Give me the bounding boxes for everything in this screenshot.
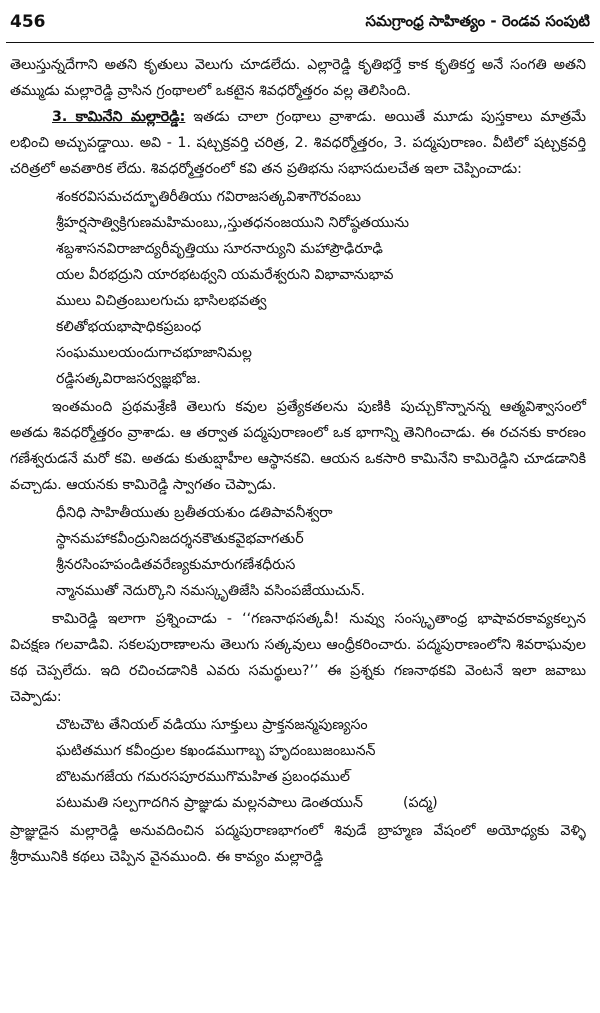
paragraph-text: ఇతడు చాలా గ్రంథాలు వ్రాశాడు. అయితే మూడు పుస్తకాలు మాత్రమే లభించి అచ్చుపడ్డాయి. అవి - 1. షట్చక్రవర్తి చరిత్ర, 2. శివధర్మోత్తరం, 3. పద్మపురాణం. వీటిలో షట్చక్రవర్తి చరిత్రలో అవతారిక లేదు. శివధర్మోత్తరంలో కవి తన ప్రతిభను సభాసదులచేత ఇలా చెప్పించాడు: <box>10 109 586 177</box>
verse-block <box>56 500 586 604</box>
verse-line: చొటచౌట తేనియల్ వడియు సూక్తులు ప్రాక్తనజన్మపుణ్యసం <box>56 717 368 733</box>
source-tag: (పద్మ) <box>402 795 438 811</box>
verse-line: యల వీరభద్రుని యారభటథ్వని యమరేశ్వరుని విభావానుభావ <box>56 267 394 283</box>
verse-line <box>56 790 586 816</box>
verse-line: శ్రీహర్షసాత్విక్రిగుణమహిమంబు,,స్తుతధనంజయుని నిరోష్ఠతయును <box>56 215 409 231</box>
paragraph <box>10 104 586 182</box>
verse-line: శంకరవిసమచద్భూతిరీతియు గవిరాజసత్కవిశాగౌరవంబు <box>56 189 361 205</box>
section-label: 3. కామినేని మల్లారెడ్డి: <box>52 109 186 125</box>
paragraph: ప్రాజ్ఞుడైన మల్లారెడ్డి అనువదించిన పద్మపురాణభాగంలో శివుడే బ్రాహ్మణ వేషంలో అయోధ్యకు వెళ్ళి శ్రీరామునికి కథలు చెప్పిన వైనముంది. ఈ కావ్యం మల్లారెడ్డి <box>10 823 586 865</box>
page-number: 456 <box>10 12 46 32</box>
verse-line: ములు విచిత్రంబులగుచు భాసిలభవత్వ <box>56 293 267 309</box>
page-body <box>10 52 586 870</box>
verse-line: రడ్డిసత్కవిరాజసర్వజ్ఞభోజ. <box>56 371 201 387</box>
paragraph: కామిరెడ్డి ఇలాగా ప్రశ్నించాడు - ‘‘గణనాథసత్కవీ! నువ్వు సంస్కృతాంధ్ర భాషావరకావ్యకల్పన విచక్షణ గలవాడివి. సకలపురాణాలను తెలుగు సత్కవులు ఆంధ్రీకరించారు. పద్మపురాణంలోని శివరాఘవుల కథ చెప్పలేదు. ఇది రచించడానికి ఎవరు సమర్థులు?’’ ఈ ప్రశ్నకు గణనాథకవి వెంటనే ఇలా జవాబు చెప్పాడు: <box>10 611 586 705</box>
verse-block <box>56 712 586 816</box>
verse-line: ధీనిధి సాహితీయుతు బ్రతీతయశుం డతిపావనీశ్వరా <box>56 505 333 521</box>
verse-line: సంఘములయందుగాచభూజానిమల్ల <box>56 345 252 361</box>
verse-line: బొటమగజేయ గమరసపూరముగొమహిత ప్రబంధముల్ <box>56 769 350 785</box>
verse-line: ఘటితముగ కవీంద్రుల కఖండముగాబ్బ హృదంబుజంబునన్ <box>56 743 376 759</box>
verse-line: కలితోభయభాషాధికప్రబంధ <box>56 319 202 335</box>
verse-line: శ్రీనరసింహపండితవరేణ్యకుమారుగణేశధీరుస <box>56 557 296 573</box>
verse-line: న్మానముతో నెదుర్కొని నమస్కృతిజేసి వసింపజేయుచున్. <box>56 583 366 599</box>
verse-line: శబ్దశాసనవిరాజాద్యరీవృత్తియు సూరనార్యుని మహాప్రౌఢిరూఢి <box>56 241 383 257</box>
verse-block <box>56 184 586 392</box>
paragraph: తెలుస్తున్నదేగాని అతని కృతులు వెలుగు చూడలేదు. ఎల్లారెడ్డి కృతిభర్తే కాక కృతికర్త అనే సంగతి అతని తమ్ముడు మల్లారెడ్డి వ్రాసిన గ్రంథాలలో ఒకటైన శివధర్మోత్తరం వల్ల తెలిసింది. <box>10 57 586 99</box>
header-rule <box>6 42 594 43</box>
verse-line-text: పటుమతి సల్పగాదగిన ప్రాజ్ఞుడు మల్లనపాలు డెంతయున్ <box>56 795 363 811</box>
verse-line: స్థానమహాకవీంద్రునిజదర్శనకౌతుకవైభవాగతుర్ <box>56 531 304 547</box>
paragraph: ఇంతమంది ప్రథమశ్రేణి తెలుగు కవుల ప్రత్యేకతలను పుణికి పుచ్చుకొన్నానన్న ఆత్మవిశ్వాసంలో అతడు శివధర్మోత్తరం వ్రాశాడు. ఆ తర్వాత పద్మపురాణంలో ఒక భాగాన్ని తెనిగించాడు. ఈ రచనకు కారణం గణేశ్వరుడనే మరో కవి. అతడు కుతుబ్షాహీల ఆస్థానకవి. ఆయన ఒకసారి కామినేని కామిరెడ్డిని చూడడానికి వచ్చాడు. ఆయనకు కామిరెడ్డి స్వాగతం చెప్పాడు. <box>10 399 586 493</box>
page-header <box>0 8 600 38</box>
running-head: సమగ్రాంధ్ర సాహిత్యం - రెండవ సంపుటి <box>365 12 590 30</box>
